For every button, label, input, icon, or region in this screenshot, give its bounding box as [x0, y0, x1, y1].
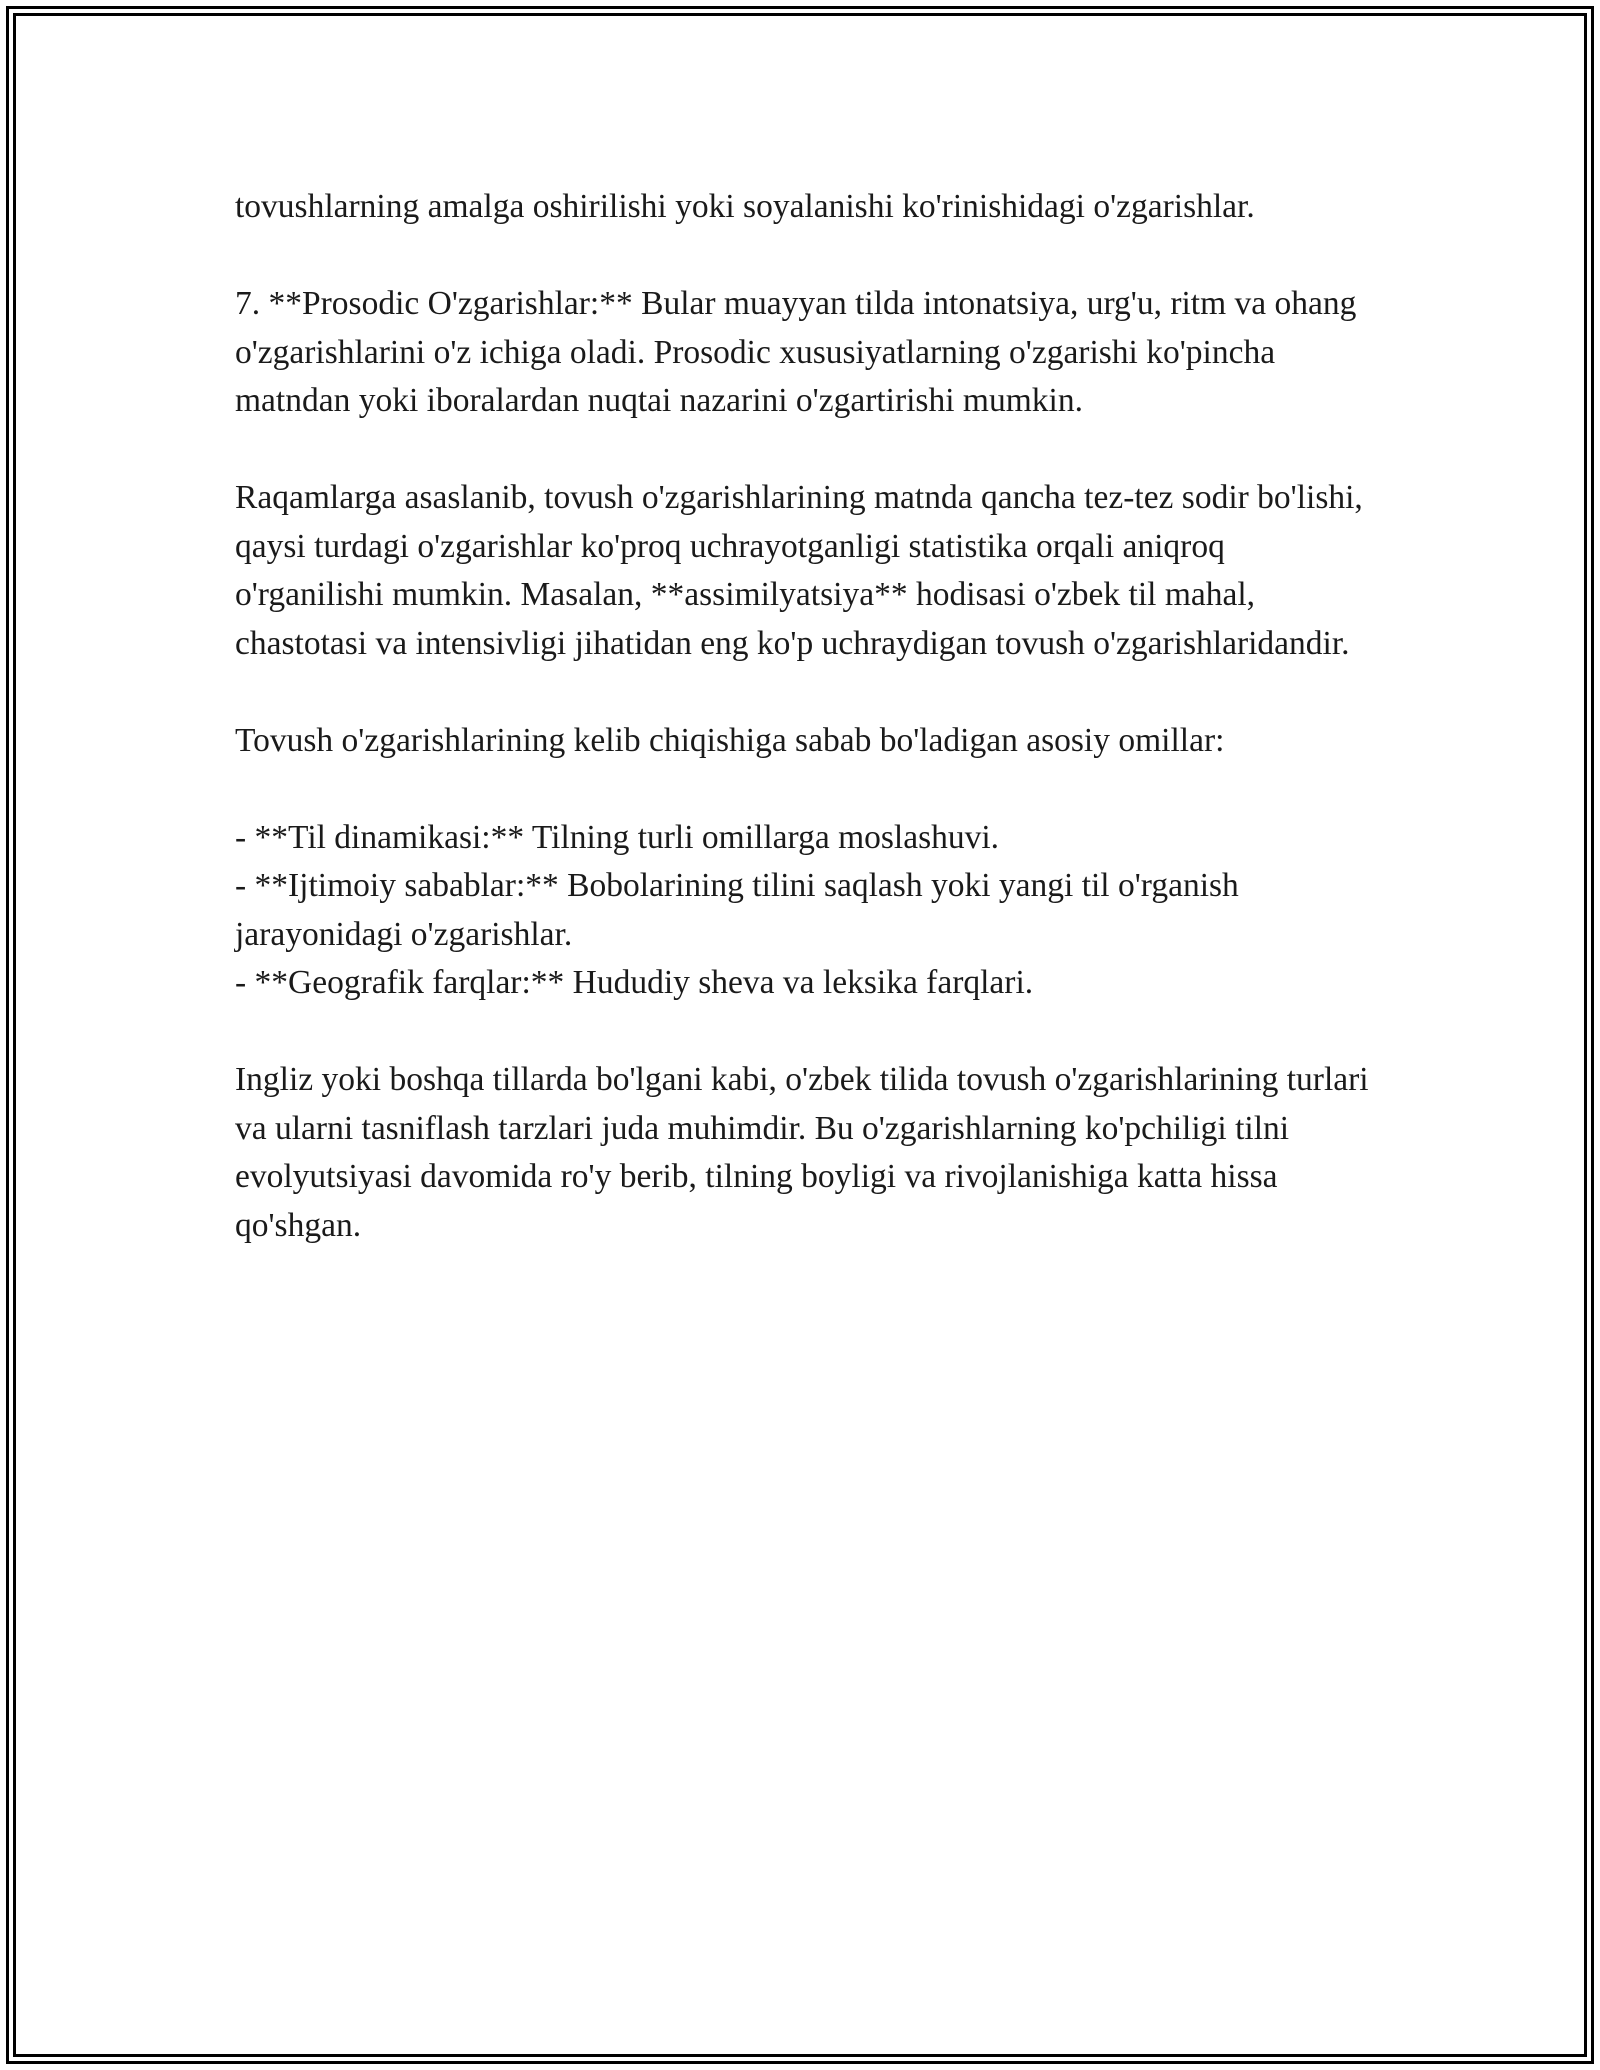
- list-item: - **Ijtimoiy sabablar:** Bobolarining tilini saqlash yoki yangi til o'rganish jarayonidagi o'zgarishlar.: [235, 867, 1239, 953]
- list-item: - **Geografik farqlar:** Hududiy sheva va leksika farqlari.: [235, 964, 1034, 1001]
- factors-list: [235, 814, 1375, 1008]
- paragraph-statistics: Raqamlarga asaslanib, tovush o'zgarishlarining matnda qancha tez-tez sodir bo'lishi, qaysi turdagi o'zgarishlar ko'proq uchrayotganligi statistika orqali aniqroq o'rganilishi mumkin. Masalan, **assimilyatsiya** hodisasi o'zbek til mahal, chastotasi va intensivligi jihatidan eng ko'p uchraydigan tovush o'zgarishlaridandir.: [235, 479, 1363, 662]
- paragraph-continuation: tovushlarning amalga oshirilishi yoki soyalanishi ko'rinishidagi o'zgarishlar.: [235, 188, 1255, 225]
- paragraph-closing: Ingliz yoki boshqa tillarda bo'lgani kabi, o'zbek tilida tovush o'zgarishlarining turlari va ularni tasniflash tarzlari juda muhimdir. Bu o'zgarishlarning ko'pchiligi tilni evolyutsiyasi davomida ro'y berib, tilning boyligi va rivojlanishiga katta hissa qo'shgan.: [235, 1061, 1369, 1244]
- paragraph-factors-intro: Tovush o'zgarishlarining kelib chiqishiga sabab bo'ladigan asosiy omillar:: [235, 721, 1225, 759]
- document-body: [235, 183, 1375, 1299]
- list-item: - **Til dinamikasi:** Tilning turli omillarga moslashuvi.: [235, 818, 1000, 856]
- paragraph-prosodic-changes: 7. **Prosodic O'zgarishlar:** Bular muayyan tilda intonatsiya, urg'u, ritm va ohang o'zgarishlarini o'z ichiga oladi. Prosodic xususiyatlarning o'zgarishi ko'pincha matndan yoki iboralardan nuqtai nazarini o'zgartirishi mumkin.: [235, 285, 1357, 419]
